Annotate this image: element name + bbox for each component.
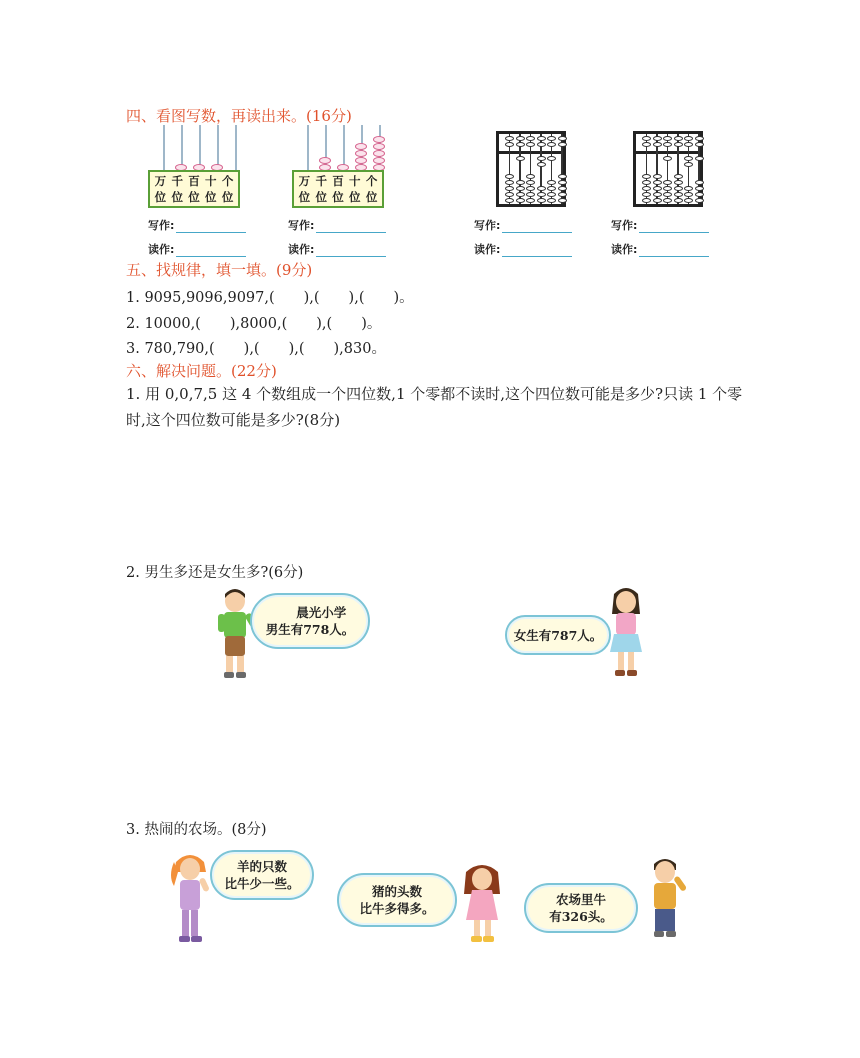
counting-board-2-icon: 万 千 百 十 个 位 位 位 位 位 [292, 125, 392, 215]
section4-heading: 四、看图写数，再读出来。(16分) [126, 107, 352, 125]
pattern-item-3: 3. 780,790,( ),( ),( ),830。 [126, 341, 386, 357]
girl-pink-dress-figure-icon [458, 862, 506, 946]
abacus1-read-row: 读作: [474, 241, 572, 257]
answer-blank[interactable] [176, 220, 246, 233]
abacus2-write-row: 写作: [611, 217, 709, 233]
girl-speech-bubble: 女生有787人。 [505, 615, 611, 655]
board1-read-row: 读作: [148, 241, 246, 257]
girl-figure-icon [604, 586, 648, 682]
answer-blank[interactable] [639, 220, 709, 233]
abacus-1-icon [496, 131, 566, 207]
boy-vest-figure-icon [640, 856, 690, 944]
girl-ponytail-figure-icon [168, 852, 214, 946]
bubble-pig: 猪的头数 比牛多得多。 [337, 873, 457, 927]
section5-heading: 五、找规律，填一填。(9分) [126, 261, 313, 279]
board2-read-row: 读作: [288, 241, 386, 257]
bubble-sheep: 羊的只数 比牛少一些。 [210, 850, 314, 900]
question-2-title: 2. 男生多还是女生多?(6分) [126, 565, 304, 581]
abacus2-read-row: 读作: [611, 241, 709, 257]
section6-heading: 六、解决问题。(22分) [126, 362, 277, 380]
answer-blank[interactable] [316, 244, 386, 257]
abacus1-write-row: 写作: [474, 217, 572, 233]
question-3-title: 3. 热闹的农场。(8分) [126, 822, 267, 838]
pattern-item-2: 2. 10000,( ),8000,( ),( )。 [126, 316, 382, 332]
boy-speech-bubble: 晨光小学 男生有778人。 [250, 593, 370, 649]
counting-board-1-icon: 万 千 百 十 个 位 位 位 位 位 [148, 125, 248, 215]
bubble-cow: 农场里牛 有326头。 [524, 883, 638, 933]
abacus-2-icon [633, 131, 703, 207]
answer-blank[interactable] [639, 244, 709, 257]
board1-write-row: 写作: [148, 217, 246, 233]
question-1: 1. 用 0,0,7,5 这 4 个数组成一个四位数,1 个零都不读时,这个四位数可能是多少?只读 1 个零时,这个四位数可能是多少?(8分) [126, 385, 743, 429]
board2-write-row: 写作: [288, 217, 386, 233]
boy-figure-icon [212, 586, 258, 682]
pattern-item-1: 1. 9095,9096,9097,( ),( ),( )。 [126, 290, 414, 306]
answer-blank[interactable] [502, 220, 572, 233]
answer-blank[interactable] [502, 244, 572, 257]
answer-blank[interactable] [176, 244, 246, 257]
answer-blank[interactable] [316, 220, 386, 233]
